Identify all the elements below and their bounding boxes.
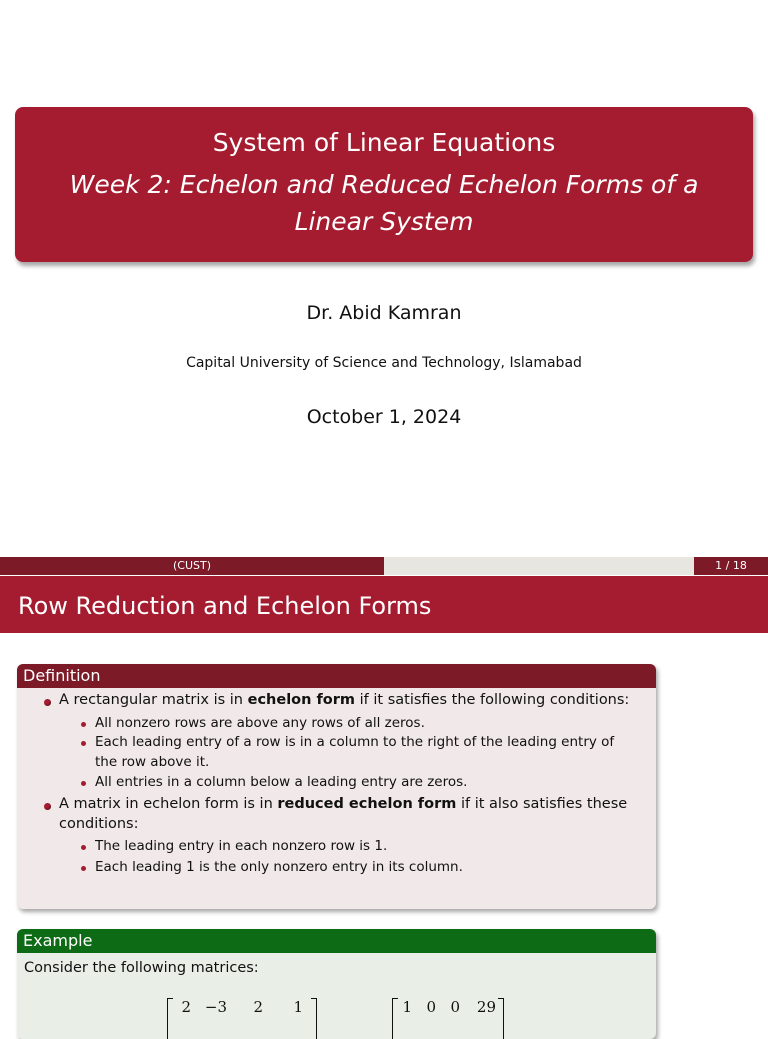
frame-title: Row Reduction and Echelon Forms (0, 576, 768, 633)
matrix-cell: 1 (402, 998, 412, 1016)
echelon-condition-1: All nonzero rows are above any rows of all zeros. (95, 715, 425, 731)
example-block (17, 929, 656, 1039)
example-heading: Example (17, 929, 656, 953)
reduced-condition-1: The leading entry in each nonzero row is 1. (95, 838, 388, 854)
slide-footer (0, 557, 768, 575)
sub-bullet-icon (81, 722, 86, 727)
definition-heading: Definition (17, 664, 656, 688)
presentation-title: System of Linear Equations (212, 128, 556, 157)
bullet-icon (44, 699, 51, 706)
definition-item-reduced-cont: conditions: (59, 816, 139, 832)
matrix-cell: 29 (476, 998, 496, 1016)
example-text: Consider the following matrices: (24, 960, 259, 976)
author-name: Dr. Abid Kamran (306, 302, 462, 324)
definition-block (17, 664, 656, 909)
institute-name: Capital University of Science and Technology, Islamabad (186, 355, 582, 371)
sub-bullet-icon (81, 845, 86, 850)
reduced-condition-2: Each leading 1 is the only nonzero entry in its column. (95, 859, 463, 875)
matrix-cell: 2 (253, 998, 263, 1016)
echelon-condition-2: Each leading entry of a row is in a column to the right of the leading entry of (95, 734, 615, 750)
matrix-cell: −3 (204, 998, 227, 1016)
footer-page-number: 1 / 18 (694, 557, 768, 575)
echelon-condition-3: All entries in a column below a leading entry are zeros. (95, 774, 468, 790)
echelon-condition-2-cont: the row above it. (95, 754, 210, 770)
matrix-cell: 0 (426, 998, 436, 1016)
presentation-subtitle: Week 2: Echelon and Reduced Echelon Forms of a Linear System (69, 170, 699, 236)
sub-bullet-icon (81, 866, 86, 871)
footer-spacer (384, 557, 694, 575)
matrix-b (392, 998, 504, 1038)
matrix-cell: 2 (181, 998, 191, 1016)
sub-bullet-icon (81, 741, 86, 746)
matrix-cell: 1 (293, 998, 303, 1016)
definition-item-echelon: A rectangular matrix is in echelon form if it satisfies the following conditions: (59, 692, 630, 708)
footer-institute: (CUST) (0, 557, 384, 575)
sub-bullet-icon (81, 781, 86, 786)
matrix-a (167, 998, 317, 1038)
matrix-cell: 0 (450, 998, 460, 1016)
bullet-icon (44, 803, 51, 810)
presentation-date: October 1, 2024 (306, 406, 462, 428)
definition-item-reduced: A matrix in echelon form is in reduced echelon form if it also satisfies these (59, 796, 628, 812)
